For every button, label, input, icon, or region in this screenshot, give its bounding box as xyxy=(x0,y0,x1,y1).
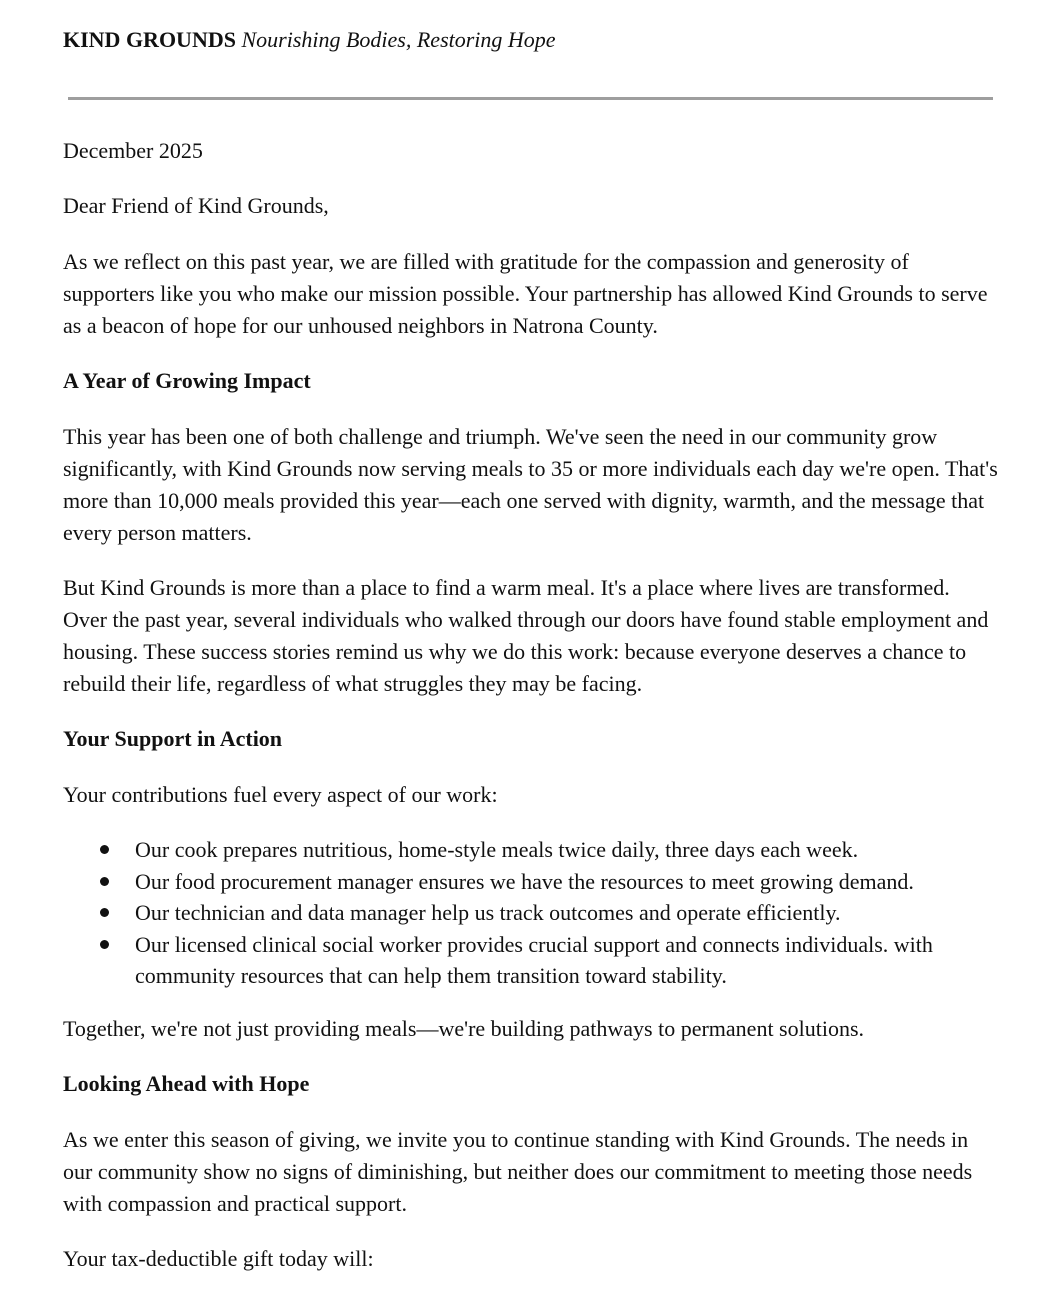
section-heading-support: Your Support in Action xyxy=(63,726,283,751)
section-heading-impact: A Year of Growing Impact xyxy=(63,368,311,393)
header-divider xyxy=(68,97,993,100)
list-item xyxy=(63,834,998,866)
list-item-text: Our food procurement manager ensures we have the resources to meet growing demand. xyxy=(135,868,914,894)
bullet-icon xyxy=(100,940,109,949)
bullet-icon xyxy=(100,845,109,854)
letter-body xyxy=(63,135,998,1298)
support-closing: Together, we're not just providing meals—we're building pathways to permanent solutions. xyxy=(63,1015,865,1041)
letter-salutation: Dear Friend of Kind Grounds, xyxy=(63,193,329,218)
section-heading-ahead: Looking Ahead with Hope xyxy=(63,1070,310,1096)
list-item-text: Our cook prepares nutritious, home-style meals twice daily, three days each week. xyxy=(135,837,859,862)
brand-name: KIND GROUNDS xyxy=(63,27,236,52)
support-lead: Your contributions fuel every aspect of our work: xyxy=(63,782,498,807)
list-item xyxy=(63,866,998,898)
letter-date: December 2025 xyxy=(63,138,203,163)
intro-paragraph: As we reflect on this past year, we are filled with gratitude for the compassion and generosity of supporters like you who make our mission possible. Your partnership has allowed Kind Grounds to serve as a beacon of hope for our unhoused neighbors in Natrona County. xyxy=(63,249,988,338)
list-item xyxy=(63,897,998,929)
letterhead xyxy=(63,22,1003,58)
letterhead-line xyxy=(63,22,1003,58)
impact-paragraph-1: This year has been one of both challenge and triumph. We've seen the need in our community grow significantly, with Kind Grounds now serving meals to 35 or more individuals each day we're open. That's more than 10,000 meals provided this year—each one served with dignity, warmth, and the message that every person matters. xyxy=(63,424,998,545)
brand-tagline: Nourishing Bodies, Restoring Hope xyxy=(241,27,556,52)
list-item-text: Our licensed clinical social worker provides crucial support and connects individuals. with community resources that can help them transition toward stability. xyxy=(135,931,933,988)
ahead-paragraph-2: Your tax-deductible gift today will: xyxy=(63,1245,374,1271)
support-bullet-list xyxy=(63,834,998,992)
ahead-paragraph-1: As we enter this season of giving, we invite you to continue standing with Kind Grounds. The needs in our community show no signs of diminishing, but neither does our commitment to meeting those needs with compassion and practical support. xyxy=(63,1126,973,1216)
list-item-text: Our technician and data manager help us track outcomes and operate efficiently. xyxy=(135,900,841,925)
bullet-icon xyxy=(100,877,109,886)
list-item xyxy=(63,929,998,992)
impact-paragraph-2: But Kind Grounds is more than a place to find a warm meal. It's a place where lives are transformed. Over the past year, several individuals who walked through our doors have found stable employment and housing. These success stories remind us why we do this work: because everyone deserves a chance to rebuild their life, regardless of what struggles they may be facing. xyxy=(63,575,989,696)
bullet-icon xyxy=(100,908,109,917)
